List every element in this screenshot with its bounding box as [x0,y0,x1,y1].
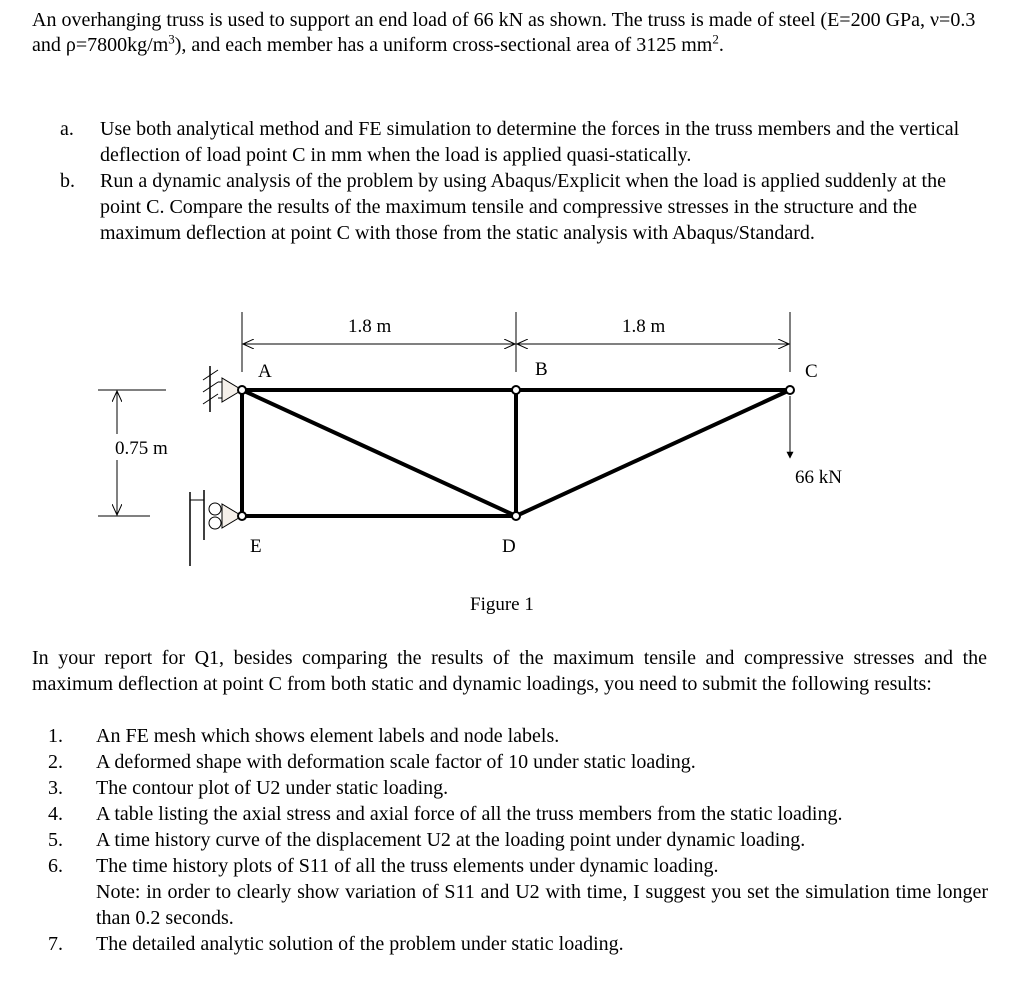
list-item [48,801,988,827]
task-item-a [60,116,990,168]
task-marker: a. [60,118,74,140]
joint-b [512,386,520,394]
list-item [48,931,988,957]
task-text: Use both analytical method and FE simulation to determine the forces in the truss members and the vertical deflection of load point C in mm when the load is applied quasi-statically. [100,118,960,166]
joint-d [512,512,520,520]
task-list [60,116,990,246]
figure-caption: Figure 1 [470,594,534,615]
list-item [48,853,988,879]
list-number: 4. [48,803,63,825]
intro-material: ν=0.3 and ρ=7800kg/m [32,9,976,56]
intro-sup2: 2 [712,31,719,47]
report-intro: In your report for Q1, besides comparing the results of the maximum tensile and compressive stresses and the maximum deflection at point C from both static and dynamic loadings, you need to submit the following results: [32,647,987,695]
dim-label-bc: 1.8 m [622,316,666,337]
intro-end: . [718,34,724,56]
list-text: An FE mesh which shows element labels and node labels. [96,725,560,747]
list-number: 1. [48,725,63,747]
list-text: The detailed analytic solution of the problem under static loading. [96,933,624,955]
load-label: 66 kN [795,467,842,488]
truss-members [242,390,790,516]
list-number: 2. [48,751,63,773]
intro-text-2: ), and each member has a uniform cross-sectional area of 3125 mm [174,34,713,56]
node-label-c: C [805,361,818,382]
list-item [48,723,988,749]
problem-statement [32,8,992,58]
node-label-a: A [258,361,272,382]
requirements-list [48,723,988,957]
list-text: A deformed shape with deformation scale factor of 10 under static loading. [96,751,696,773]
pin-support [203,366,242,412]
list-text: The contour plot of U2 under static loading. [96,777,449,799]
truss-figure [0,290,1024,630]
list-number: 3. [48,777,63,799]
list-number: 6. [48,855,63,877]
node-label-b: B [535,359,548,380]
roller-support [190,490,242,566]
task-text: Run a dynamic analysis of the problem by using Abaqus/Explicit when the load is applied suddenly at the point C. Compare the results of the maximum tensile and compressive stresses in the structure and the maximum deflection at point C with those from the static analysis with Abaqus/Standard. [100,170,946,244]
list-item [48,775,988,801]
dim-label-ab: 1.8 m [348,316,392,337]
list-text: The time history plots of S11 of all the truss elements under dynamic loading. [96,855,719,877]
node-label-e: E [250,536,262,557]
list-text: A time history curve of the displacement U2 at the loading point under dynamic loading. [96,829,806,851]
task-item-b [60,168,990,246]
member-dc [516,390,790,516]
joint-c [786,386,794,394]
list-number: 5. [48,829,63,851]
joint-e [238,512,246,520]
node-label-d: D [502,536,516,557]
intro-text-1: An overhanging truss is used to support an end load of 66 kN as shown. The truss is made of steel (E=200 GPa, [32,9,931,31]
list-text: A table listing the axial stress and axial force of all the truss members from the static loading. [96,803,843,825]
intro-sup3: 3 [168,31,175,47]
list-item [48,749,988,775]
task-marker: b. [60,170,75,192]
member-ad [242,390,516,516]
list-number: 7. [48,933,63,955]
joint-a [238,386,246,394]
list-item [48,827,988,853]
height-label: 0.75 m [115,438,168,459]
simulation-note: Note: in order to clearly show variation of S11 and U2 with time, I suggest you set the simulation time longer than 0.2 seconds. [96,881,988,929]
